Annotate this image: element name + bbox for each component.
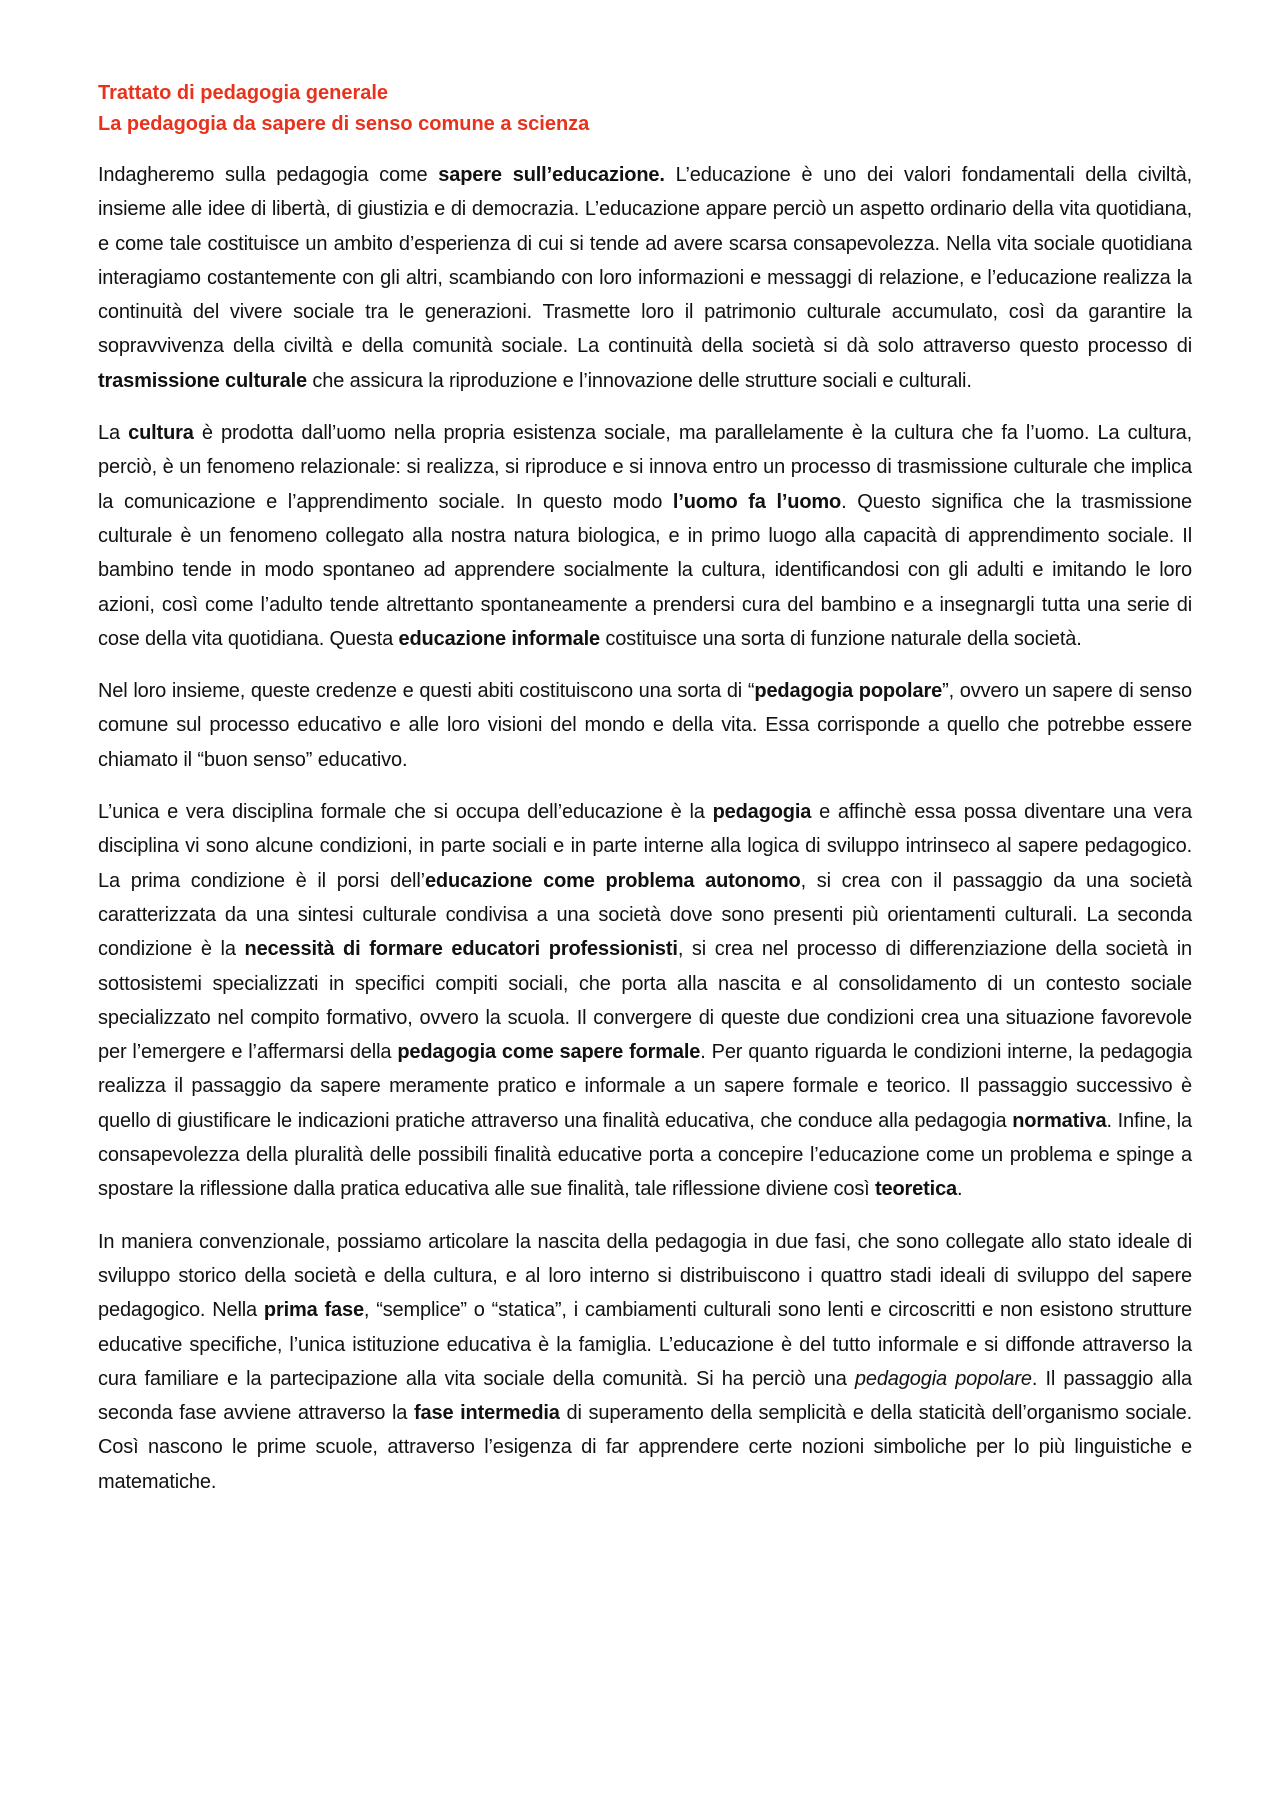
- paragraph-3: [98, 674, 1192, 777]
- text-run: L’educazione è uno dei valori fondamentali della civiltà, insieme alle idee di libertà, di giustizia e di democrazia. L’educazione appare perciò un aspetto ordinario della vita quotidiana, e come tale costituisce un ambito d’esperienza di cui si tende ad avere scarsa consapevolezza. Nella vita sociale quotidiana interagiamo costantemente con gli altri, scambiando con loro informazioni e messaggi di relazione, e l’educazione realizza la continuità del vivere sociale tra le generazioni. Trasmette loro il patrimonio culturale accumulato, così da garantire la sopravvivenza della civiltà e della comunità sociale. La continuità della società si dà solo attraverso questo processo di: [98, 164, 1193, 358]
- bold-term: teoretica: [875, 1178, 958, 1201]
- italic-term: pedagogia popolare: [854, 1367, 1032, 1390]
- text-run: e affinchè essa possa diventare una vera disciplina vi sono alcune condizioni, in parte sociali e in parte interne alla logica di sviluppo intrinseco al sapere pedagogico. La prima condizione è il porsi dell’: [98, 801, 1192, 892]
- document-page: [98, 78, 1192, 1517]
- text-run: In maniera convenzionale, possiamo articolare la nascita della pedagogia in due fasi, che sono collegate allo stato ideale di sviluppo storico della società e della cultura, e al loro interno si distribuiscono i quattro stadi ideali di sviluppo del sapere pedagogico. Nella: [98, 1230, 1192, 1322]
- bold-term: educazione come problema autonomo: [424, 869, 801, 892]
- text-run: Indagheremo sulla pedagogia come: [98, 164, 439, 186]
- document-title: [98, 78, 1192, 140]
- text-run: , si crea nel processo di differenziazione della società in sottosistemi specializzati in specifici compiti sociali, che porta alla nascita e al consolidamento di un contesto sociale specializzato nel compito formativo, ovvero la scuola. Il convergere di queste due condizioni crea una situazione favorevole per l’emergere e l’affermarsi della: [98, 938, 1192, 1064]
- text-run: che assicura la riproduzione e l’innovazione delle strutture sociali e culturali.: [307, 369, 972, 392]
- bold-term: sapere sull’educazione.: [438, 164, 665, 186]
- bold-term: pedagogia: [712, 801, 812, 824]
- text-run: costituisce una sorta di funzione naturale della società.: [600, 627, 1082, 650]
- bold-term: cultura: [128, 422, 194, 445]
- text-run: , “semplice” o “statica”, i cambiamenti culturali sono lenti e circoscritti e non esistono strutture educative specifiche, l’unica istituzione educativa è la famiglia. L’educazione è del tutto informale e si diffonde attraverso la cura familiare e la partecipazione alla vita sociale della comunità. Si ha perciò una: [98, 1299, 1192, 1390]
- bold-term: pedagogia come sapere formale: [397, 1041, 701, 1064]
- bold-term: trasmissione culturale: [98, 369, 308, 392]
- bold-term: l’uomo fa l’uomo: [672, 490, 842, 513]
- bold-term: normativa: [1012, 1109, 1107, 1132]
- text-run: . Infine, la consapevolezza della pluralità delle possibili finalità educative porta a concepire l’educazione come un problema e spinge a spostare la riflessione dalla pratica educativa alle sue finalità, tale riflessione diviene così: [98, 1109, 1193, 1201]
- document-body: [98, 158, 1192, 1499]
- bold-term: educazione informale: [398, 627, 601, 650]
- paragraph-2: [98, 416, 1192, 656]
- text-run: ”, ovvero un sapere di senso comune sul processo educativo e alle loro visioni del mondo e della vita. Essa corrisponde a quello che potrebbe essere chiamato il “buon senso” educativo.: [98, 680, 1192, 771]
- bold-term: necessità di formare educatori professionisti: [244, 938, 678, 961]
- bold-term: fase intermedia: [413, 1402, 560, 1425]
- text-run: Nel loro insieme, queste credenze e questi abiti costituiscono una sorta di “: [98, 680, 755, 703]
- paragraph-5: [98, 1225, 1192, 1499]
- text-run: . Il passaggio alla seconda fase avviene attraverso la: [98, 1367, 1192, 1425]
- text-run: .: [957, 1178, 963, 1201]
- bold-term: pedagogia popolare: [754, 680, 943, 703]
- text-run: , si crea con il passaggio da una società caratterizzata da una sintesi culturale condivisa a una società dove sono presenti più orientamenti culturali. La seconda condizione è la: [98, 869, 1192, 961]
- title-line-1: Trattato di pedagogia generale: [98, 82, 389, 104]
- text-run: L’unica e vera disciplina formale che si occupa dell’educazione è la: [98, 801, 713, 824]
- text-run: . Per quanto riguarda le condizioni interne, la pedagogia realizza il passaggio da sapere meramente pratico e informale a un sapere formale e teorico. Il passaggio successivo è quello di giustificare le indicazioni pratiche attraverso una finalità educativa, che conduce alla pedagogia: [98, 1041, 1192, 1132]
- text-run: La: [98, 422, 129, 445]
- paragraph-4: [98, 795, 1192, 1207]
- bold-term: prima fase: [263, 1299, 364, 1322]
- text-run: . Questo significa che la trasmissione culturale è un fenomeno collegato alla nostra natura biologica, e in primo luogo alla capacità di apprendimento sociale. Il bambino tende in modo spontaneo ad apprendere socialmente la cultura, identificandosi con gli adulti e imitando le loro azioni, così come l’adulto tende altrettanto spontaneamente a prendersi cura del bambino e a insegnargli tutta una serie di cose della vita quotidiana. Questa: [98, 490, 1192, 650]
- text-run: di superamento della semplicità e della staticità dell’organismo sociale. Così nascono le prime scuole, attraverso l’esigenza di far apprendere certe nozioni simboliche per lo più linguistiche e matematiche.: [98, 1402, 1193, 1493]
- text-run: è prodotta dall’uomo nella propria esistenza sociale, ma parallelamente è la cultura che fa l’uomo. La cultura, perciò, è un fenomeno relazionale: si realizza, si riproduce e si innova entro un processo di trasmissione culturale che implica la comunicazione e l’apprendimento sociale. In questo modo: [98, 422, 1192, 513]
- paragraph-1: [98, 158, 1192, 398]
- title-line-2: La pedagogia da sapere di senso comune a scienza: [98, 113, 590, 135]
